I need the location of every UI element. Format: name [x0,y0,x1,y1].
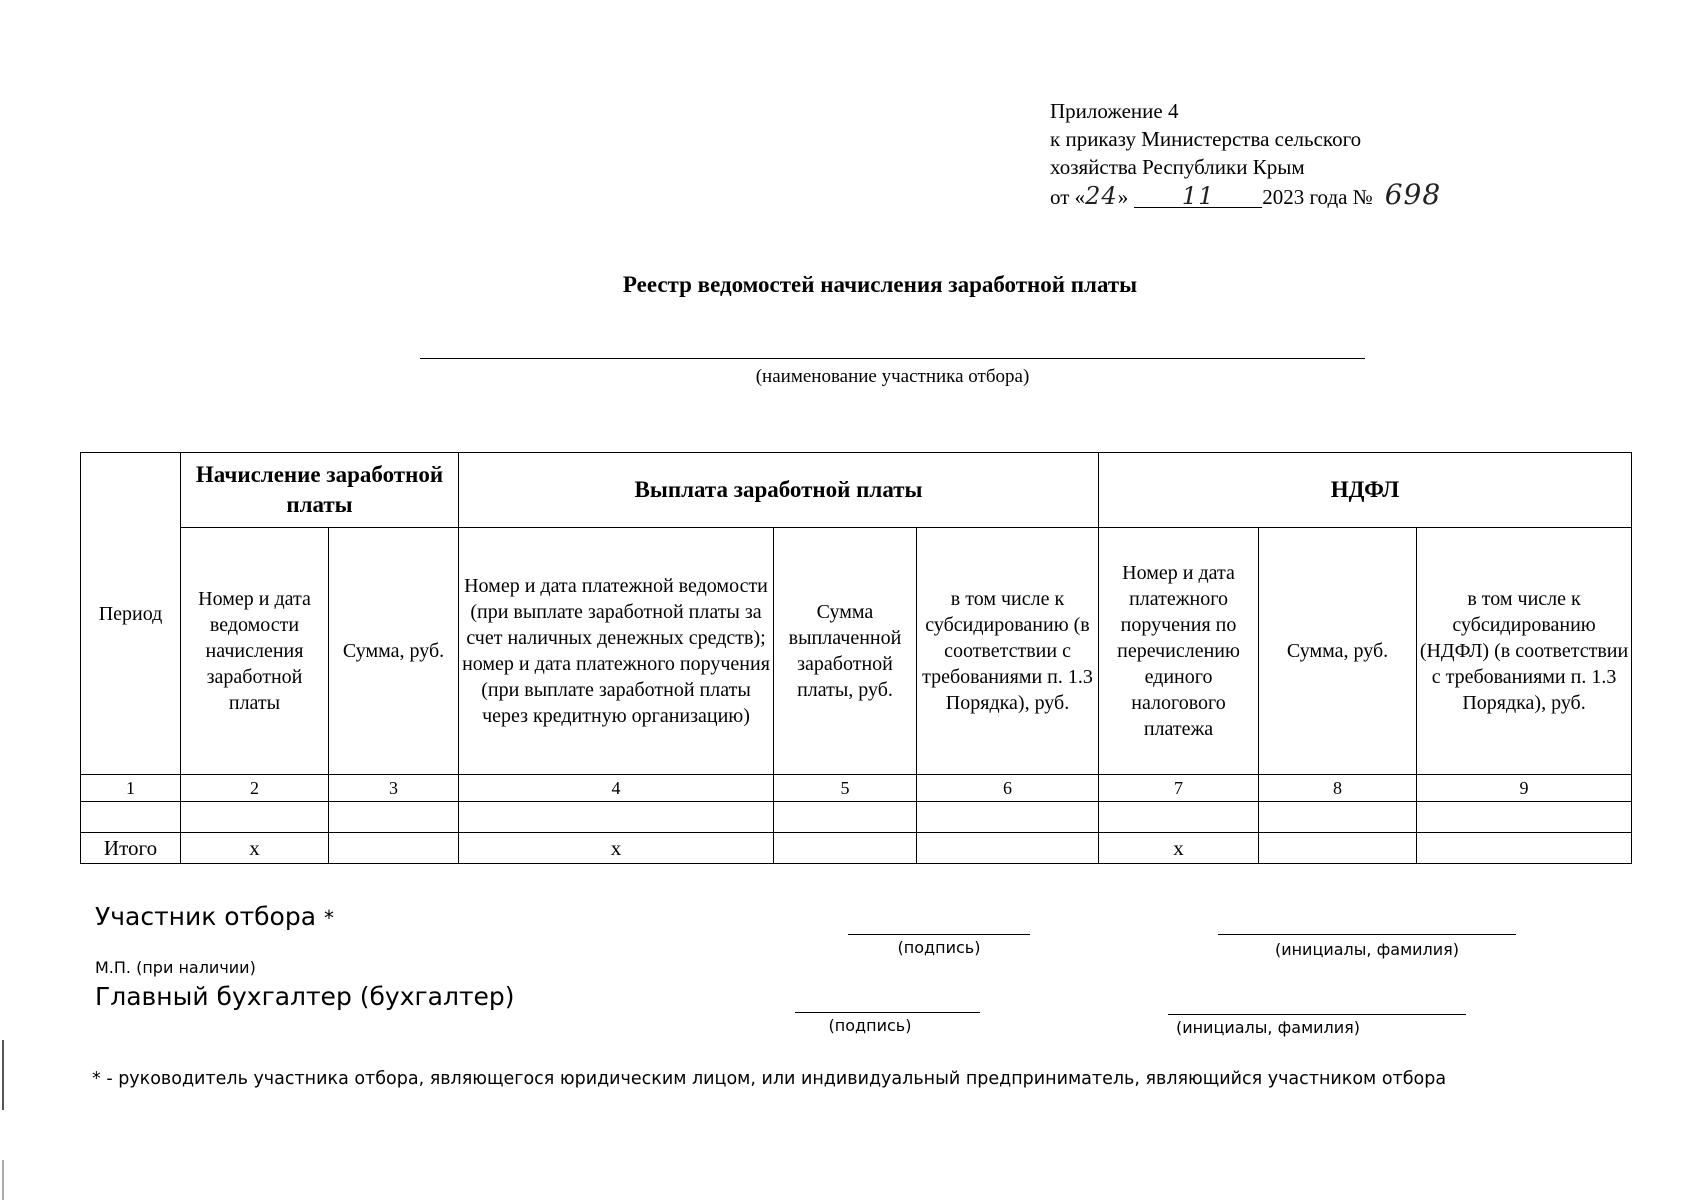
participant-name-line[interactable] [1218,934,1516,935]
column-number: 7 [1099,775,1259,802]
accountant-name-caption: (инициалы, фамилия) [1175,1018,1361,1037]
column-number: 3 [329,775,459,802]
table-cell[interactable] [329,802,459,833]
ndfl-group-header: НДФЛ [1099,453,1632,528]
table-cell[interactable] [459,802,774,833]
col-ndfl-subsidy: в том числе к субсидированию (НДФЛ) (в соответствии с требованиями п. 1.3 Порядка), руб. [1417,528,1632,775]
accountant-label: Главный бухгалтер (бухгалтер) [95,982,515,1011]
col-accrual-sum: Сумма, руб. [329,528,459,775]
col-ndfl-doc: Номер и дата платежного поручения по перечислению единого налогового платежа [1099,528,1259,775]
total-label: Итого [81,833,181,864]
table-cell[interactable] [917,802,1099,833]
participant-name-caption: (инициалы, фамилия) [1274,940,1460,959]
participant-text: Участник отбора [95,902,317,931]
total-cell[interactable] [1259,833,1417,864]
accrual-group-header: Начисление заработной платы [181,453,459,528]
date-year: 2023 года № [1262,185,1373,209]
period-header: Период [81,453,181,775]
column-number: 4 [459,775,774,802]
column-number: 2 [181,775,329,802]
footnote: * - руководитель участника отбора, являющегося юридическим лицом, или индивидуальный предприниматель, являющийся участником отбора [92,1069,1447,1089]
column-number-row [81,775,1632,802]
total-x-mark: х [459,833,774,864]
accountant-name-line[interactable] [1168,1014,1466,1015]
table-cell[interactable] [1259,802,1417,833]
registry-table [80,452,1632,864]
column-number: 5 [774,775,917,802]
table-cell[interactable] [1417,802,1632,833]
payout-group-header: Выплата заработной платы [459,453,1099,528]
document-title: Реестр ведомостей начисления заработной платы [622,272,1138,297]
participant-star: * [324,906,334,930]
column-number: 1 [81,775,181,802]
total-cell[interactable] [917,833,1099,864]
column-number: 8 [1259,775,1417,802]
col-payout-doc: Номер и дата платежной ведомости (при выплате заработной платы за счет наличных денежных средств); номер и дата платежного поручения (при выплате заработной платы через кредитную организацию) [459,528,774,775]
order-date-line [1050,178,1442,211]
scan-margin-mark [2,1040,4,1110]
appendix-line-1: Приложение 4 [1050,99,1179,123]
org-name-line [420,358,1365,359]
date-mid: » [1117,185,1129,209]
col-ndfl-sum: Сумма, руб. [1259,528,1417,775]
participant-signature-caption: (подпись) [897,938,981,957]
participant-signature-line[interactable] [848,934,1030,935]
table-cell[interactable] [81,802,181,833]
table-cell[interactable] [774,802,917,833]
total-cell[interactable] [1417,833,1632,864]
total-row [81,833,1632,864]
stamp-note: М.П. (при наличии) [95,958,256,977]
col-payout-sum: Сумма выплаченной заработной платы, руб. [774,528,917,775]
appendix-line-3: хозяйства Республики Крым [1050,155,1305,179]
table-cell[interactable] [1099,802,1259,833]
appendix-line-2: к приказу Министерства сельского [1050,127,1362,151]
date-day: 24 [1085,182,1118,210]
total-x-mark: х [181,833,329,864]
total-cell[interactable] [329,833,459,864]
org-name-caption: (наименование участника отбора) [755,366,1030,387]
table-row [81,802,1632,833]
total-cell[interactable] [774,833,917,864]
table-cell[interactable] [181,802,329,833]
appendix-header [1050,97,1441,211]
accountant-signature-caption: (подпись) [828,1016,912,1035]
date-month: 11 [1134,185,1262,208]
order-number: 698 [1384,178,1442,211]
accountant-signature-line[interactable] [795,1012,980,1013]
participant-label [95,902,334,931]
col-payout-subsidy: в том числе к субсидированию (в соответствии с требованиями п. 1.3 Порядка), руб. [917,528,1099,775]
total-x-mark: х [1099,833,1259,864]
scan-margin-mark-lower [2,1160,4,1200]
column-number: 6 [917,775,1099,802]
col-accrual-doc: Номер и дата ведомости начисления заработной платы [181,528,329,775]
date-prefix: от « [1050,185,1086,209]
column-number: 9 [1417,775,1632,802]
